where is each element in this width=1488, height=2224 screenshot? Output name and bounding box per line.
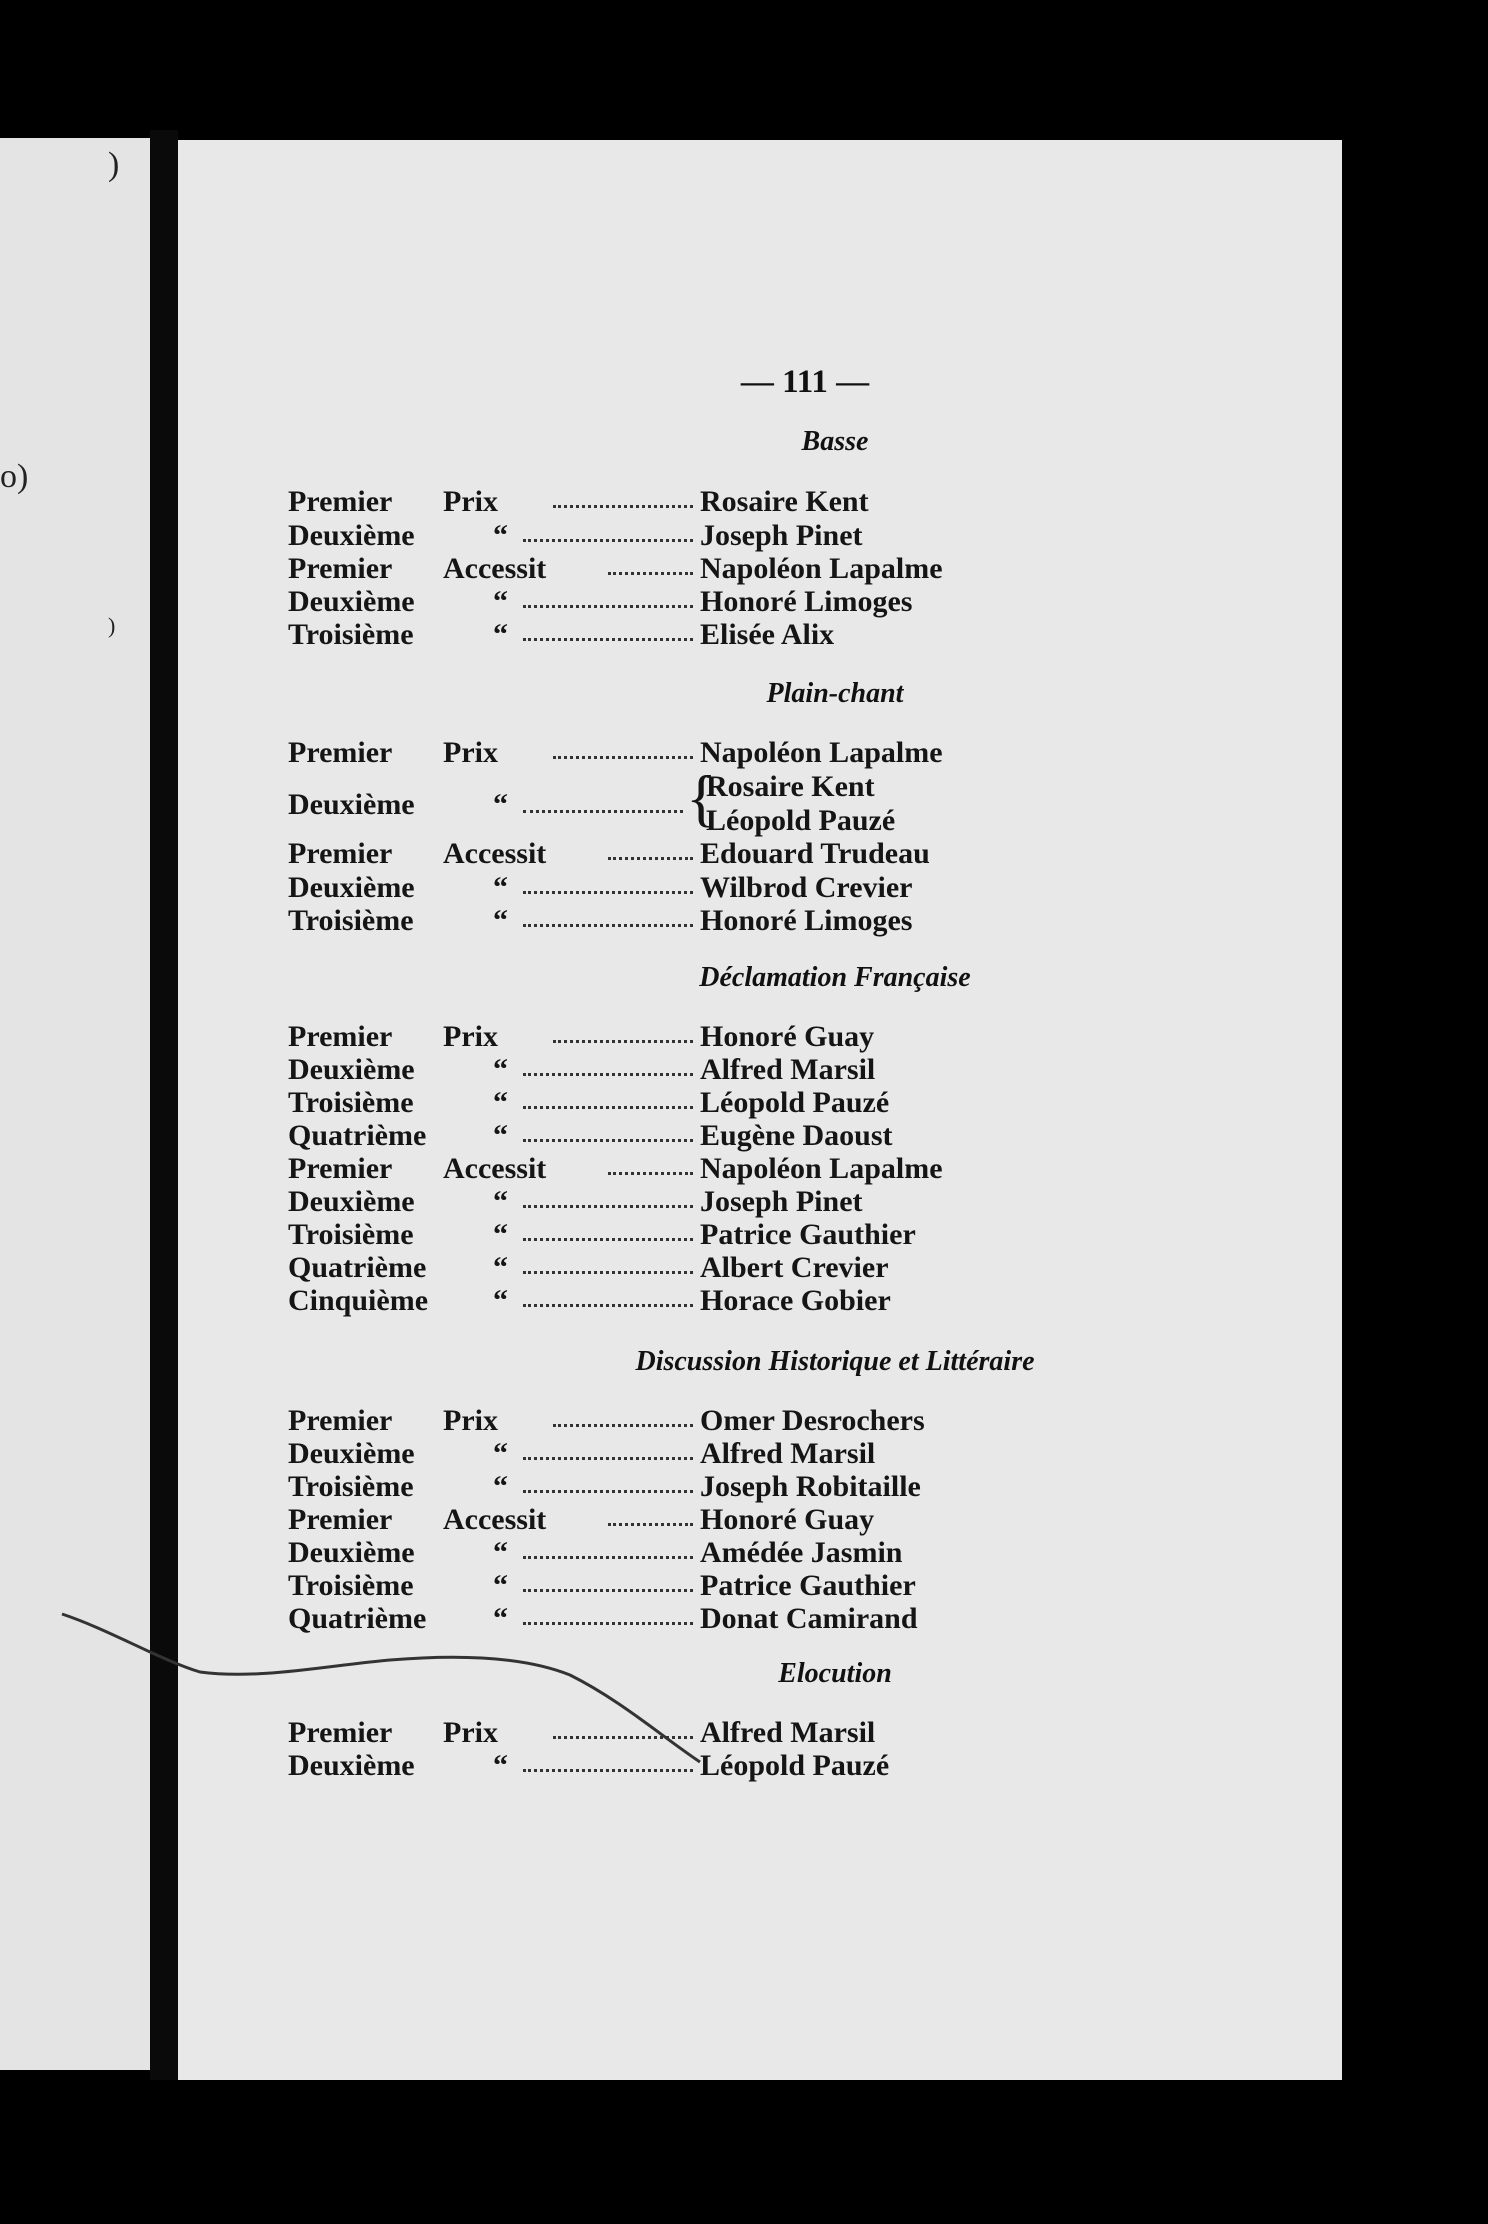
ditto-mark: “ (493, 1749, 508, 1782)
recipient-name: Alfred Marsil (700, 1716, 876, 1749)
rank-label: Deuxième (288, 871, 415, 904)
rank-label: Deuxième (288, 788, 415, 821)
ditto-mark: “ (493, 618, 508, 651)
recipient-name: Omer Desrochers (700, 1404, 925, 1437)
rank-label: Premier (288, 1404, 393, 1437)
recipient-name: Léopold Pauzé (706, 804, 896, 837)
ditto-mark: “ (493, 1569, 508, 1602)
recipient-name: Amédée Jasmin (700, 1536, 903, 1569)
rank-label: Premier (288, 736, 393, 769)
recipient-name: Honoré Limoges (700, 904, 913, 937)
section-title-discussion: Discussion Historique et Littéraire (635, 1346, 1035, 1377)
recipient-name: Elisée Alix (700, 618, 835, 651)
recipient-name: Honoré Guay (700, 1503, 875, 1536)
recipient-name: Joseph Pinet (700, 1185, 863, 1218)
ditto-mark: “ (493, 1251, 508, 1284)
ditto-mark: “ (493, 1470, 508, 1503)
award-label: Prix (443, 736, 498, 769)
rank-label: Deuxième (288, 519, 415, 552)
rank-label: Troisième (288, 1086, 414, 1119)
rank-label: Deuxième (288, 1053, 415, 1086)
recipient-name: Patrice Gauthier (700, 1569, 916, 1602)
page-number: — 111 — (740, 364, 870, 400)
rank-label: Quatrième (288, 1119, 427, 1152)
left-page-mark: o) (0, 458, 29, 495)
ditto-mark: “ (493, 1284, 508, 1317)
rank-label: Quatrième (288, 1602, 427, 1635)
ditto-mark: “ (493, 904, 508, 937)
rank-label: Deuxième (288, 1437, 415, 1470)
rank-label: Cinquième (288, 1284, 429, 1317)
recipient-name: Napoléon Lapalme (700, 736, 943, 769)
rank-label: Troisième (288, 618, 414, 651)
recipient-name: Joseph Pinet (700, 519, 863, 552)
recipient-name: Alfred Marsil (700, 1437, 876, 1470)
award-label: Prix (443, 1020, 498, 1053)
recipient-name: Horace Gobier (700, 1284, 891, 1317)
ditto-mark: “ (493, 519, 508, 552)
ditto-mark: “ (493, 1119, 508, 1152)
ditto-mark: “ (493, 585, 508, 618)
award-label: Accessit (443, 837, 547, 870)
brace-mark: { (686, 762, 717, 833)
rank-label: Quatrième (288, 1251, 427, 1284)
recipient-name: Rosaire Kent (706, 770, 875, 803)
rank-label: Premier (288, 837, 393, 870)
recipient-name: Joseph Robitaille (700, 1470, 921, 1503)
recipient-name: Albert Crevier (700, 1251, 889, 1284)
ditto-mark: “ (493, 1086, 508, 1119)
left-page-mark: ) (108, 613, 116, 638)
section-title-elocution: Elocution (778, 1658, 892, 1689)
ditto-mark: “ (493, 1536, 508, 1569)
rank-label: Premier (288, 485, 393, 518)
ditto-mark: “ (493, 1218, 508, 1251)
section-title-plain-chant: Plain-chant (766, 678, 904, 709)
recipient-name: Edouard Trudeau (700, 837, 930, 870)
rank-label: Premier (288, 1716, 393, 1749)
recipient-name: Léopold Pauzé (700, 1086, 890, 1119)
rank-label: Troisième (288, 1470, 414, 1503)
award-label: Prix (443, 1716, 498, 1749)
ditto-mark: “ (493, 1602, 508, 1635)
ditto-mark: “ (493, 871, 508, 904)
recipient-name: Alfred Marsil (700, 1053, 876, 1086)
ditto-mark: “ (493, 1185, 508, 1218)
award-label: Accessit (443, 1503, 547, 1536)
ditto-mark: “ (493, 1437, 508, 1470)
rank-label: Troisième (288, 1218, 414, 1251)
recipient-name: Rosaire Kent (700, 485, 869, 518)
recipient-name: Napoléon Lapalme (700, 552, 943, 585)
award-label: Prix (443, 1404, 498, 1437)
award-label: Accessit (443, 1152, 547, 1185)
section-title-basse: Basse (801, 426, 869, 457)
recipient-name: Wilbrod Crevier (700, 871, 913, 904)
recipient-name: Donat Camirand (700, 1602, 918, 1635)
rank-label: Premier (288, 1152, 393, 1185)
rank-label: Premier (288, 1020, 393, 1053)
recipient-name: Patrice Gauthier (700, 1218, 916, 1251)
recipient-name: Honoré Guay (700, 1020, 875, 1053)
recipient-name: Napoléon Lapalme (700, 1152, 943, 1185)
recipient-name: Eugène Daoust (700, 1119, 893, 1152)
award-label: Accessit (443, 552, 547, 585)
rank-label: Deuxième (288, 585, 415, 618)
award-label: Prix (443, 485, 498, 518)
rank-label: Deuxième (288, 1536, 415, 1569)
ditto-mark: “ (493, 788, 508, 821)
rank-label: Premier (288, 1503, 393, 1536)
recipient-name: Léopold Pauzé (700, 1749, 890, 1782)
rank-label: Deuxième (288, 1749, 415, 1782)
rank-label: Troisième (288, 1569, 414, 1602)
recipient-name: Honoré Limoges (700, 585, 913, 618)
rank-label: Premier (288, 552, 393, 585)
rank-label: Troisième (288, 904, 414, 937)
section-title-declamation: Déclamation Française (699, 962, 971, 993)
rank-label: Deuxième (288, 1185, 415, 1218)
ditto-mark: “ (493, 1053, 508, 1086)
left-page-mark: ) (108, 146, 120, 183)
